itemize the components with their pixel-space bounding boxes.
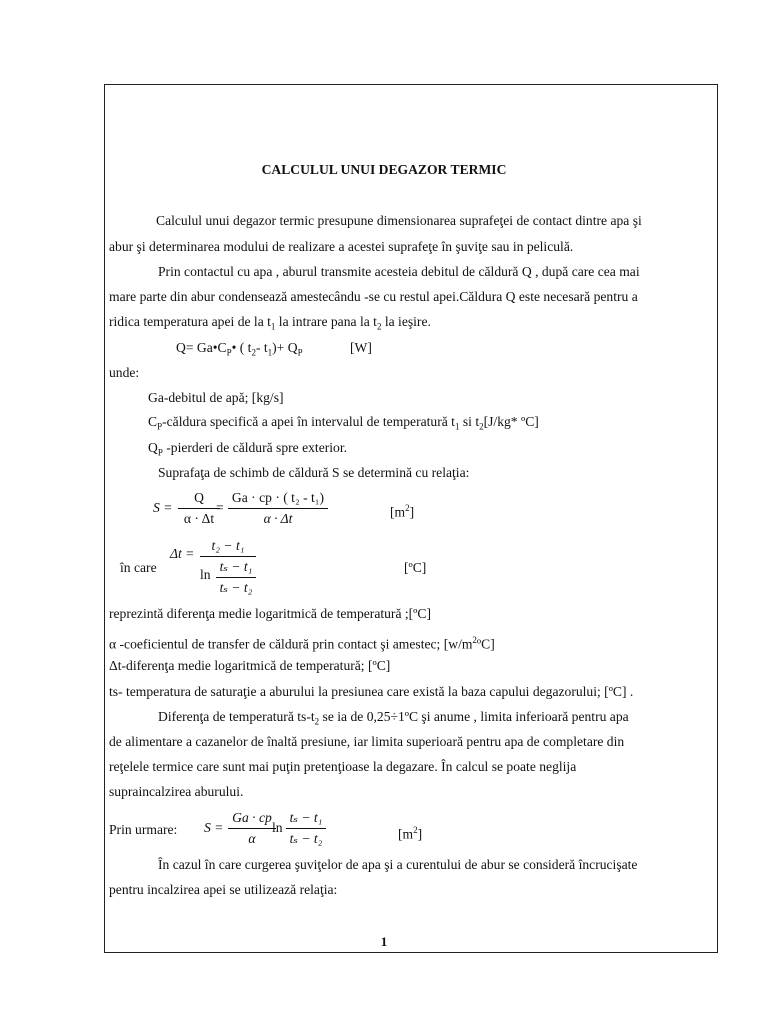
unde-label: unde: [109, 365, 140, 380]
eq-s-lhs: S = [153, 500, 173, 515]
eq-final-fraction-bar [228, 828, 276, 829]
eq-final-inner-bar [286, 828, 326, 829]
eq-s-fraction-bar-2 [228, 508, 328, 509]
definition-cp: $C_P$-căldura specifică a apei în intervalul de temperatură $t_1$ si $t_2[J/kg*$ ºC] [148, 414, 539, 432]
paragraph-3-line-2: de alimentare a cazanelor de înaltă presiune, iar limita superioară pentru apa de completare din [109, 734, 625, 749]
definition-dt-log: reprezintă diferenţa medie logaritmică de temperatură ;[ºC] [109, 606, 431, 621]
eq-dt-unit: [ºC] [404, 560, 427, 575]
definition-ga: Ga-debitul de apă; [kg/s] [148, 390, 284, 405]
in-care-label: în care [120, 560, 157, 575]
eq-s-num2: Ga · cp · ( t₂ - t₁) [231, 490, 325, 505]
paragraph-2-line-3: ridica temperatura apei de la $t_1$ la intrare pana la $t_2$ la ieşire. [109, 314, 431, 332]
eq-dt-inner-den: tₛ − t₂ [219, 580, 253, 595]
document-title: CALCULUL UNUI DEGAZOR TERMIC [261, 162, 507, 177]
paragraph-4-line-1: În cazul în care curgerea şuviţelor de apa şi a curentului de abur se consideră încrucişate [158, 857, 638, 872]
eq-dt-lhs: Δt = [170, 546, 195, 561]
eq-s-equals: = [216, 500, 224, 515]
prin-urmare-label: Prin urmare: [109, 822, 178, 837]
paragraph-3-line-3: reţelele termice care sunt mai puţin pretenţioase la degazare. În calcul se poate neglija [109, 759, 577, 774]
definition-dt: Δt-diferenţa medie logaritmică de temperatură; [ºC] [109, 658, 391, 673]
eq-final-lhs: S = [204, 820, 224, 835]
eq-final-inner-den: tₛ − t₂ [289, 831, 323, 846]
eq-final-unit: $[m^2]$ [398, 825, 423, 842]
eq-s-unit: $[m^2]$ [390, 503, 415, 520]
paragraph-3-line-1: Diferenţa de temperatură $ts-t_2$ se ia de 0,25÷1ºC şi anume , limita inferioară pentru apa [158, 709, 629, 727]
page-number: 1 [380, 934, 388, 949]
definition-alpha: α -coeficientul de transfer de căldură prin contact şi amestec; $[w/m^2ºC]$ [109, 635, 495, 652]
heat-equation: $Q= Ga•C_P•$ ( $t_2-$ $t_1)+ Q_P$ [176, 340, 303, 358]
eq-final-den: α [248, 831, 256, 846]
eq-s-den2: α · Δt [263, 511, 293, 526]
paragraph-1-line-2: abur şi determinarea modului de realizare a acestei suprafeţe în şuviţe sau in peliculă. [109, 239, 574, 254]
eq-final-num: Ga · cp [232, 810, 272, 825]
paragraph-2-line-2: mare parte din abur condensează amestecându -se cu restul apei.Căldura Q este necesară pentru a [109, 289, 638, 304]
definition-ts: ts- temperatura de saturaţie a aburului la presiunea care există la baza capului degazorului; [ºC] . [109, 684, 634, 699]
paragraph-4-line-2: pentru incalzirea apei se utilizează relaţia: [109, 882, 338, 897]
definition-qp: $Q_P$ -pierderi de căldură spre exterior. [148, 440, 348, 458]
eq-s-num1: Q [194, 490, 204, 505]
paragraph-3-line-4: supraincalzirea aburului. [109, 784, 244, 799]
paragraph-1-line-1: Calculul unui degazor termic presupune dimensionarea suprafeţei de contact dintre apa şi [156, 213, 642, 228]
eq-s-fraction-bar-1 [178, 508, 220, 509]
eq-dt-inner-num: tₛ − t₁ [219, 559, 253, 574]
eq-dt-num: t₂ − t₁ [211, 538, 245, 553]
eq-dt-inner-bar [216, 577, 256, 578]
eq-final-ln: ln [272, 820, 283, 835]
surface-intro: Suprafaţa de schimb de căldură S se determină cu relaţia: [158, 465, 470, 480]
eq-final-inner-num: tₛ − t₁ [289, 810, 323, 825]
heat-equation-unit: [W] [350, 340, 372, 355]
paragraph-2-line-1: Prin contactul cu apa , aburul transmite acesteia debitul de căldură Q , după care cea mai [158, 264, 640, 279]
eq-dt-ln: ln [200, 567, 211, 582]
eq-dt-fraction-bar [200, 556, 256, 557]
eq-s-den1: α · Δt [183, 511, 215, 526]
